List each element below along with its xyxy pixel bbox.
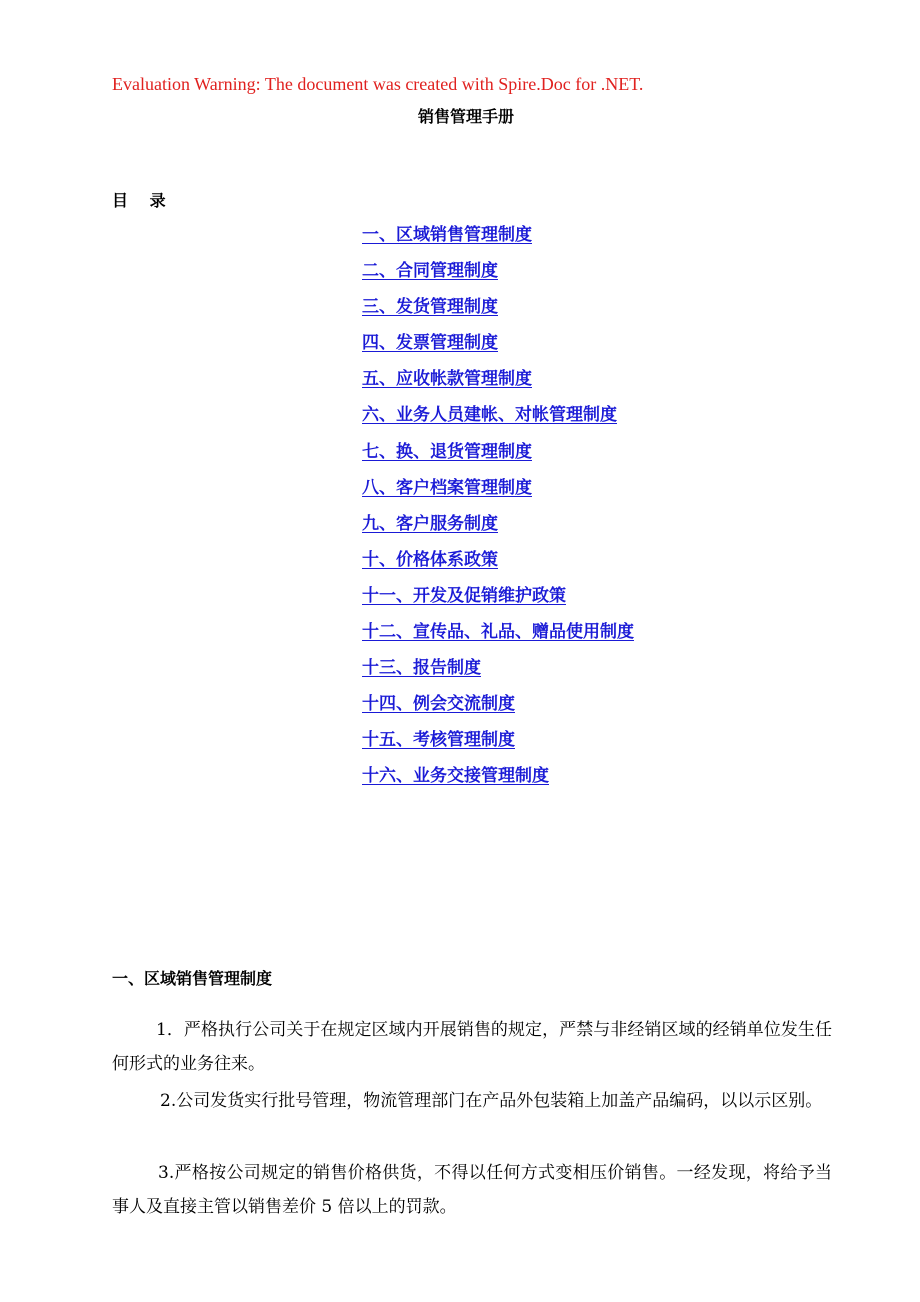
toc-item xyxy=(362,296,634,332)
document-title: 销售管理手册 xyxy=(417,107,514,126)
toc-item xyxy=(362,477,634,513)
toc-item xyxy=(362,621,634,657)
toc-link-9[interactable]: 九、客户服务制度 xyxy=(362,513,498,534)
toc-item xyxy=(362,260,634,296)
toc-item xyxy=(362,368,634,404)
toc-link-1[interactable]: 一、区域销售管理制度 xyxy=(362,225,532,245)
toc-item xyxy=(362,224,634,260)
paragraph-3: 3.严格按公司规定的销售价格供货，不得以任何方式变相压价销售。一经发现，将给予当事人及直接主管以销售差价 5 倍以上的罚款。 xyxy=(112,1163,832,1217)
toc-link-6[interactable]: 六、业务人员建帐、对帐管理制度 xyxy=(362,405,617,426)
toc-link-10[interactable]: 十、价格体系政策 xyxy=(362,549,498,570)
toc-link-8[interactable]: 八、客户档案管理制度 xyxy=(362,477,532,498)
toc-link-12[interactable]: 十二、宣传品、礼品、赠品使用制度 xyxy=(362,622,634,643)
toc-item xyxy=(362,332,634,368)
evaluation-warning: Evaluation Warning: The document was created with Spire.Doc for .NET. xyxy=(112,74,644,94)
table-of-contents xyxy=(362,224,634,802)
toc-link-14[interactable]: 十四、例会交流制度 xyxy=(362,694,515,715)
toc-item xyxy=(362,549,634,585)
toc-item xyxy=(362,693,634,729)
toc-heading: 目 录 xyxy=(112,191,174,210)
toc-link-2[interactable]: 二、合同管理制度 xyxy=(362,261,498,282)
toc-link-7[interactable]: 七、换、退货管理制度 xyxy=(362,441,532,462)
toc-item xyxy=(362,441,634,477)
toc-item xyxy=(362,729,634,765)
toc-item xyxy=(362,657,634,693)
toc-link-3[interactable]: 三、发货管理制度 xyxy=(362,297,498,318)
toc-item xyxy=(362,765,634,801)
toc-item xyxy=(362,585,634,621)
toc-item xyxy=(362,513,634,549)
toc-item xyxy=(362,404,634,440)
toc-link-13[interactable]: 十三、报告制度 xyxy=(362,658,481,679)
toc-link-16[interactable]: 十六、业务交接管理制度 xyxy=(362,766,549,787)
paragraph-2: 2.公司发货实行批号管理，物流管理部门在产品外包装箱上加盖产品编码，以以示区别。 xyxy=(160,1091,823,1111)
toc-link-5[interactable]: 五、应收帐款管理制度 xyxy=(362,369,532,390)
paragraph-1: 1．严格执行公司关于在规定区域内开展销售的规定，严禁与非经销区域的经销单位发生任何形式的业务往来。 xyxy=(112,1020,832,1074)
toc-link-15[interactable]: 十五、考核管理制度 xyxy=(362,730,515,751)
section-heading: 一、区域销售管理制度 xyxy=(112,969,273,988)
toc-link-4[interactable]: 四、发票管理制度 xyxy=(362,333,498,354)
toc-link-11[interactable]: 十一、开发及促销维护政策 xyxy=(362,585,566,606)
